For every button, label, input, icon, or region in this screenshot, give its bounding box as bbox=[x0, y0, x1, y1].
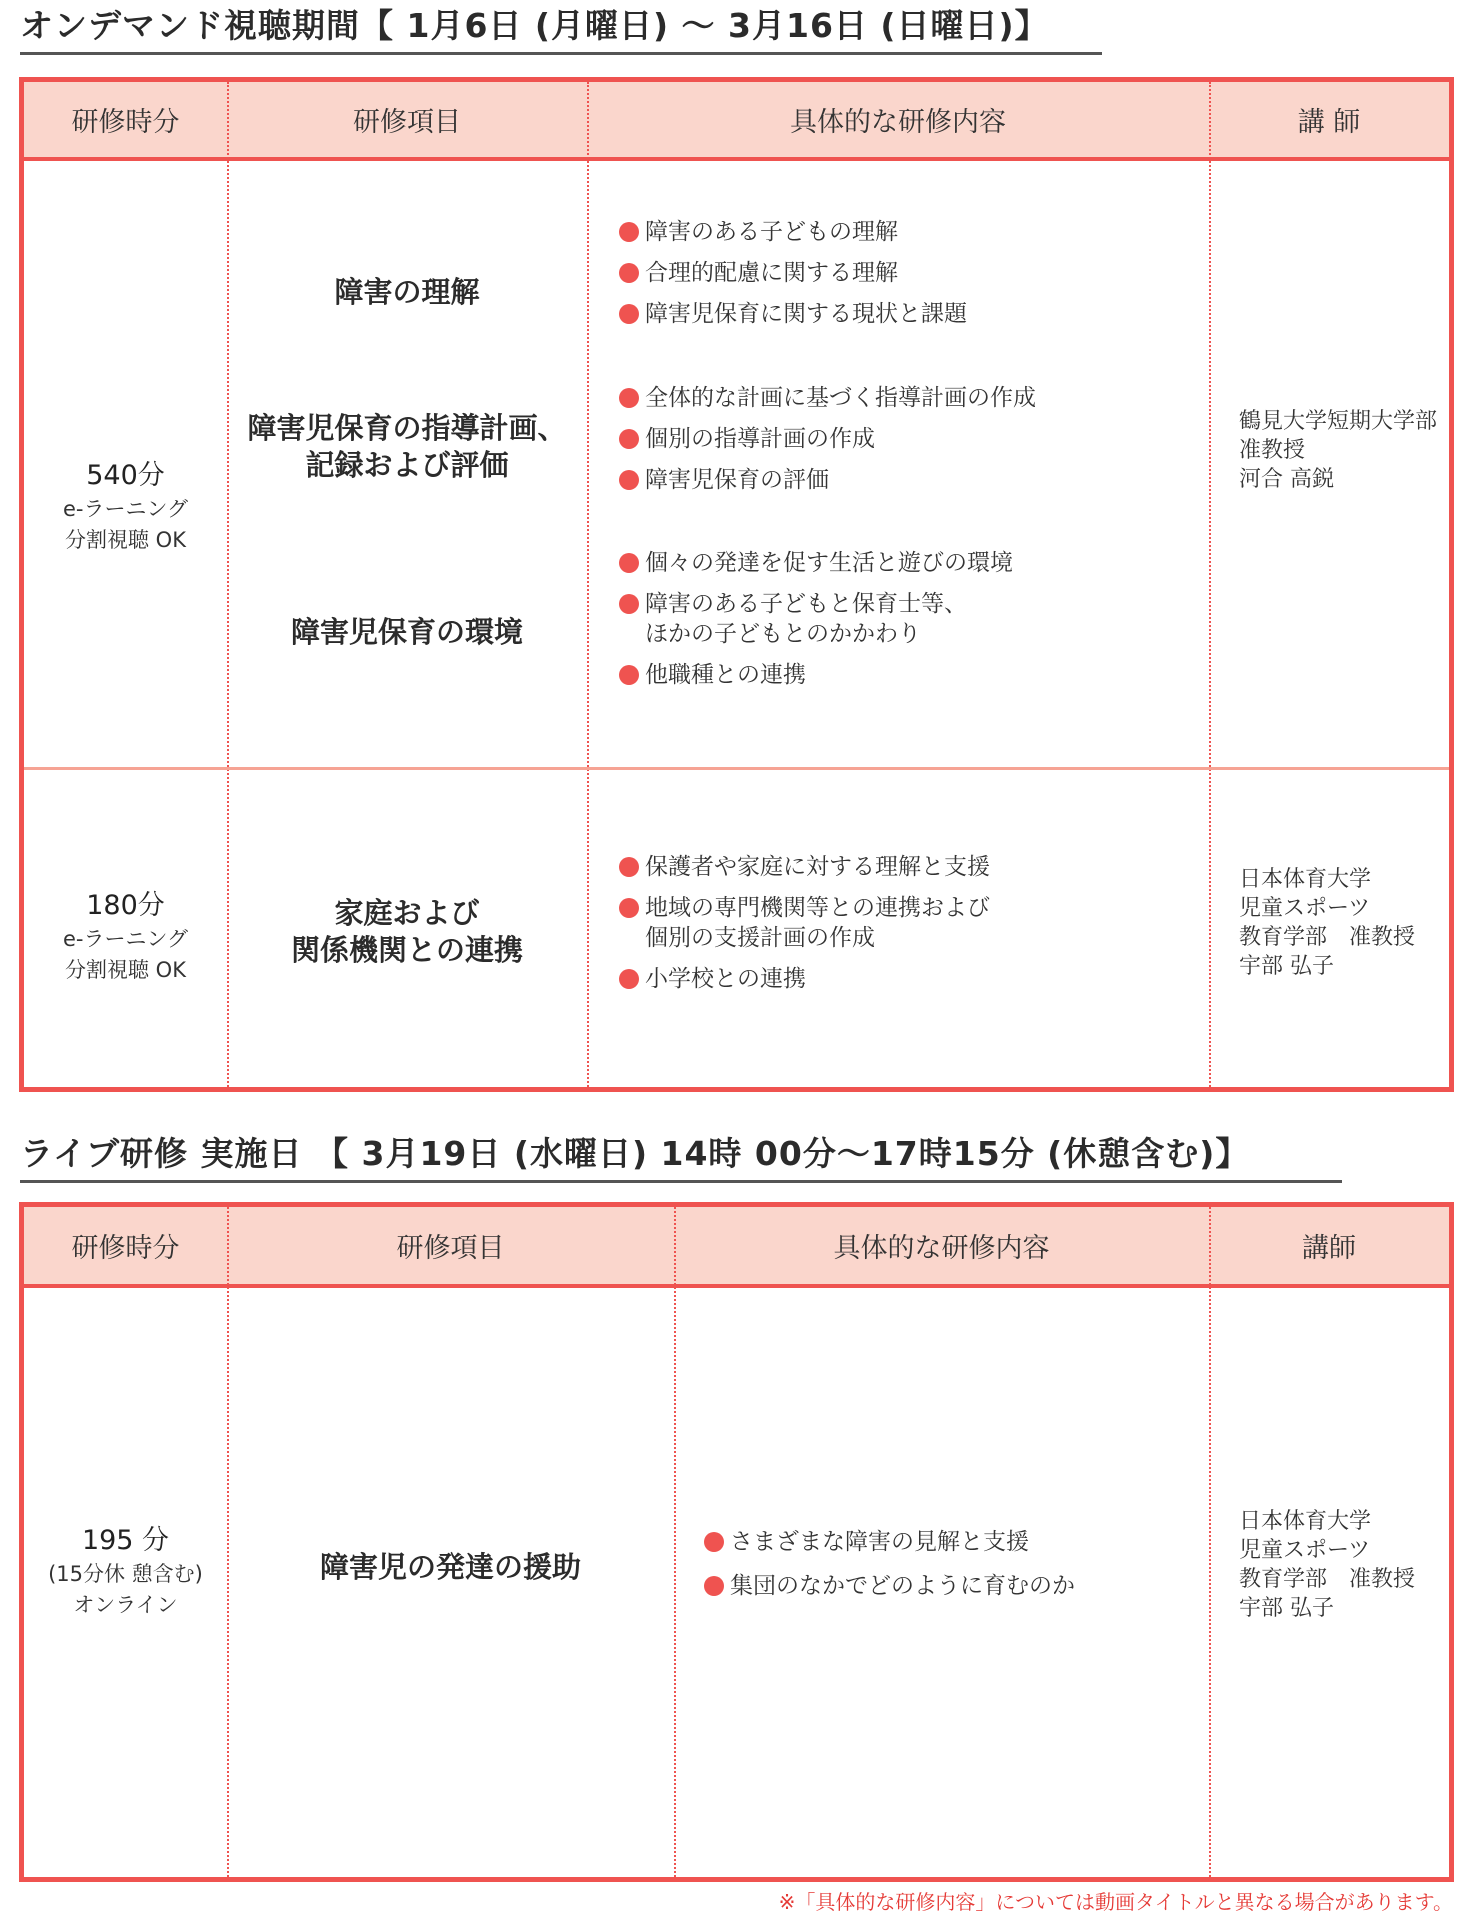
instructor-position: 准教授 bbox=[1239, 438, 1306, 463]
header-duration: 研修時分 bbox=[71, 1233, 180, 1264]
content-item: 個別の指導計画の作成 bbox=[619, 424, 1199, 454]
content-item: 障害のある子どもと保育士等、 ほかの子どもとのかかわり bbox=[619, 589, 1199, 649]
header-instructor: 講師 bbox=[1302, 1233, 1356, 1264]
instructor-cell bbox=[1239, 407, 1449, 494]
bullet-dot-icon bbox=[619, 222, 639, 242]
instructor-name: 宇部 弘子 bbox=[1239, 954, 1334, 979]
content-list bbox=[619, 217, 1199, 340]
row-separator bbox=[24, 767, 1449, 770]
bullet-dot-icon bbox=[619, 304, 639, 324]
bullet-dot-icon bbox=[704, 1576, 724, 1596]
topic-cell bbox=[227, 602, 587, 662]
duration-value: 180分 bbox=[86, 890, 165, 921]
table-header bbox=[24, 1207, 1449, 1288]
bullet-dot-icon bbox=[619, 665, 639, 685]
topic-title-line2: 記録および評価 bbox=[305, 448, 509, 482]
instructor-name: 宇部 弘子 bbox=[1239, 1596, 1334, 1621]
contents-cell bbox=[619, 852, 1199, 1005]
instructor-affiliation: 教育学部 准教授 bbox=[1239, 925, 1416, 950]
bullet-dot-icon bbox=[704, 1532, 724, 1552]
header-topic: 研修項目 bbox=[353, 107, 461, 138]
duration-value: 195 分 bbox=[81, 1525, 170, 1556]
content-list bbox=[619, 548, 1199, 701]
content-list bbox=[619, 383, 1199, 506]
column-divider bbox=[1209, 1207, 1211, 1877]
instructor-affiliation: 日本体育大学 bbox=[1239, 1509, 1372, 1534]
content-item: 個々の発達を促す生活と遊びの環境 bbox=[619, 548, 1199, 578]
topic-title-line1: 障害児保育の指導計画、 bbox=[247, 411, 567, 445]
format-label: e-ラーニング bbox=[62, 497, 189, 521]
format-label: オンライン bbox=[73, 1593, 178, 1617]
bullet-dot-icon bbox=[619, 857, 639, 877]
topic-title: 障害の理解 bbox=[334, 274, 480, 309]
duration-cell bbox=[24, 1507, 227, 1637]
header-instructor: 講 師 bbox=[1297, 107, 1361, 138]
content-item: 地域の専門機関等との連携および 個別の支援計画の作成 bbox=[619, 893, 1199, 953]
bullet-dot-icon bbox=[619, 470, 639, 490]
column-divider bbox=[1209, 82, 1211, 1087]
bullet-dot-icon bbox=[619, 388, 639, 408]
ondemand-section-title: オンデマンド視聴期間【 1月6日 (月曜日) ～ 3月16日 (日曜日)】 bbox=[20, 6, 1102, 55]
header-contents: 具体的な研修内容 bbox=[790, 107, 1006, 138]
topic-cell bbox=[227, 887, 587, 977]
topic-cell bbox=[227, 1537, 674, 1597]
instructor-name: 河合 高鋭 bbox=[1239, 467, 1334, 492]
live-section-title: ライブ研修 実施日 【 3月19日 (水曜日) 14時 00分～17時15分 (休憩含む)】 bbox=[20, 1134, 1342, 1183]
topic-title: 障害児の発達の援助 bbox=[319, 1549, 581, 1584]
instructor-cell bbox=[1239, 1507, 1454, 1623]
contents-cell bbox=[619, 217, 1199, 340]
content-item: さまざまな障害の見解と支援 bbox=[704, 1527, 1204, 1557]
content-list bbox=[704, 1527, 1204, 1612]
break-note: (15分休 憩含む) bbox=[48, 1562, 203, 1586]
content-item: 小学校との連携 bbox=[619, 964, 1199, 994]
bullet-dot-icon bbox=[619, 594, 639, 614]
instructor-affiliation: 児童スポーツ bbox=[1239, 1538, 1371, 1563]
ondemand-schedule-table bbox=[19, 77, 1454, 1092]
column-divider bbox=[674, 1207, 676, 1877]
content-item: 他職種との連携 bbox=[619, 660, 1199, 690]
topic-title: 障害児保育の環境 bbox=[290, 614, 523, 649]
duration-value: 540分 bbox=[86, 460, 165, 491]
live-schedule-table bbox=[19, 1202, 1454, 1882]
topic-cell bbox=[227, 402, 587, 492]
bullet-dot-icon bbox=[619, 429, 639, 449]
footnote: ※「具体的な研修内容」については動画タイトルと異なる場合があります。 bbox=[778, 1890, 1453, 1914]
bullet-dot-icon bbox=[619, 553, 639, 573]
column-divider bbox=[587, 82, 589, 1087]
duration-cell bbox=[24, 442, 227, 572]
header-contents: 具体的な研修内容 bbox=[833, 1233, 1050, 1264]
topic-title-line1: 家庭および bbox=[334, 896, 480, 930]
duration-cell bbox=[24, 872, 227, 1002]
contents-cell bbox=[619, 383, 1199, 506]
instructor-affiliation: 鶴見大学短期大学部 bbox=[1239, 409, 1438, 434]
instructor-affiliation: 日本体育大学 bbox=[1239, 867, 1372, 892]
content-item: 障害児保育の評価 bbox=[619, 465, 1199, 495]
bullet-dot-icon bbox=[619, 263, 639, 283]
topic-title-line2: 関係機関との連携 bbox=[290, 933, 523, 967]
content-item: 保護者や家庭に対する理解と支援 bbox=[619, 852, 1199, 882]
format-label: e-ラーニング bbox=[62, 927, 189, 951]
header-topic: 研修項目 bbox=[396, 1233, 505, 1264]
split-viewing-note: 分割視聴 OK bbox=[65, 528, 186, 552]
header-duration: 研修時分 bbox=[71, 107, 180, 138]
split-viewing-note: 分割視聴 OK bbox=[65, 958, 186, 982]
contents-cell bbox=[619, 548, 1199, 701]
instructor-affiliation: 教育学部 准教授 bbox=[1239, 1567, 1416, 1592]
content-item: 全体的な計画に基づく指導計画の作成 bbox=[619, 383, 1199, 413]
content-item: 障害児保育に関する現状と課題 bbox=[619, 299, 1199, 329]
content-item: 障害のある子どもの理解 bbox=[619, 217, 1199, 247]
topic-cell bbox=[227, 262, 587, 322]
instructor-affiliation: 児童スポーツ bbox=[1239, 896, 1371, 921]
instructor-cell bbox=[1239, 865, 1454, 981]
bullet-dot-icon bbox=[619, 898, 639, 918]
contents-cell bbox=[704, 1527, 1204, 1612]
table-header bbox=[24, 82, 1449, 161]
content-item: 集団のなかでどのように育むのか bbox=[704, 1571, 1204, 1601]
bullet-dot-icon bbox=[619, 969, 639, 989]
content-list bbox=[619, 852, 1199, 1005]
content-item: 合理的配慮に関する理解 bbox=[619, 258, 1199, 288]
